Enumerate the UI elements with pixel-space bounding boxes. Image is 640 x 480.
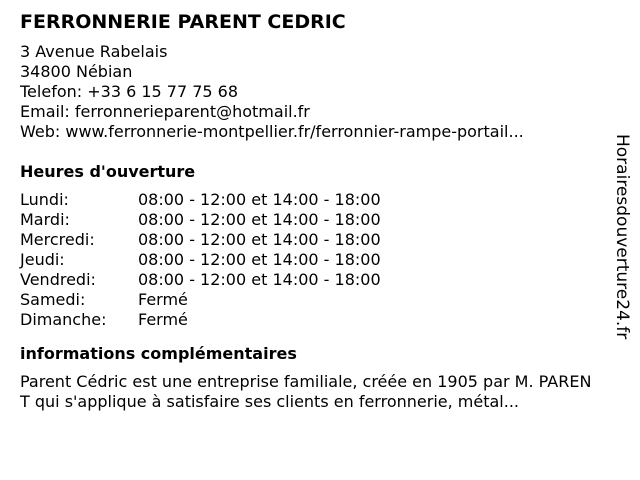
day-hours: Fermé — [138, 290, 188, 309]
address-city: 34800 Nébian — [20, 62, 133, 81]
opening-hours-heading: Heures d'ouverture — [20, 162, 196, 181]
day-hours: 08:00 - 12:00 et 14:00 - 18:00 — [138, 210, 381, 229]
day-hours: Fermé — [138, 310, 188, 329]
additional-info-heading: informations complémentaires — [20, 344, 297, 363]
day-hours: 08:00 - 12:00 et 14:00 - 18:00 — [138, 250, 381, 269]
opening-hours-table — [20, 190, 381, 330]
web-line: Web: www.ferronnerie-montpellier.fr/ferronnier-rampe-portail... — [20, 122, 524, 141]
hours-row-sunday — [20, 310, 381, 330]
day-label: Samedi: — [20, 290, 86, 309]
day-label: Mercredi: — [20, 230, 95, 249]
address-street: 3 Avenue Rabelais — [20, 42, 168, 61]
hours-row-monday — [20, 190, 381, 210]
day-label: Mardi: — [20, 210, 70, 229]
business-card — [20, 10, 600, 412]
business-name: FERRONNERIE PARENT CEDRIC — [20, 11, 346, 33]
day-label: Dimanche: — [20, 310, 107, 329]
phone-line: Telefon: +33 6 15 77 75 68 — [20, 82, 239, 101]
day-label: Jeudi: — [20, 250, 65, 269]
hours-row-tuesday — [20, 210, 381, 230]
hours-row-friday — [20, 270, 381, 290]
day-label: Vendredi: — [20, 270, 96, 289]
email-line: Email: ferronnerieparent@hotmail.fr — [20, 102, 310, 121]
day-hours: 08:00 - 12:00 et 14:00 - 18:00 — [138, 230, 381, 249]
day-label: Lundi: — [20, 190, 69, 209]
day-hours: 08:00 - 12:00 et 14:00 - 18:00 — [138, 270, 381, 289]
business-description: Parent Cédric est une entreprise familiale, créée en 1905 par M. PARENT qui s'applique à satisfaire ses clients en ferronnerie, métal... — [20, 372, 592, 411]
hours-row-wednesday — [20, 230, 381, 250]
site-watermark: Horairesdouverture24.fr — [612, 134, 632, 340]
hours-row-thursday — [20, 250, 381, 270]
hours-row-saturday — [20, 290, 381, 310]
day-hours: 08:00 - 12:00 et 14:00 - 18:00 — [138, 190, 381, 209]
